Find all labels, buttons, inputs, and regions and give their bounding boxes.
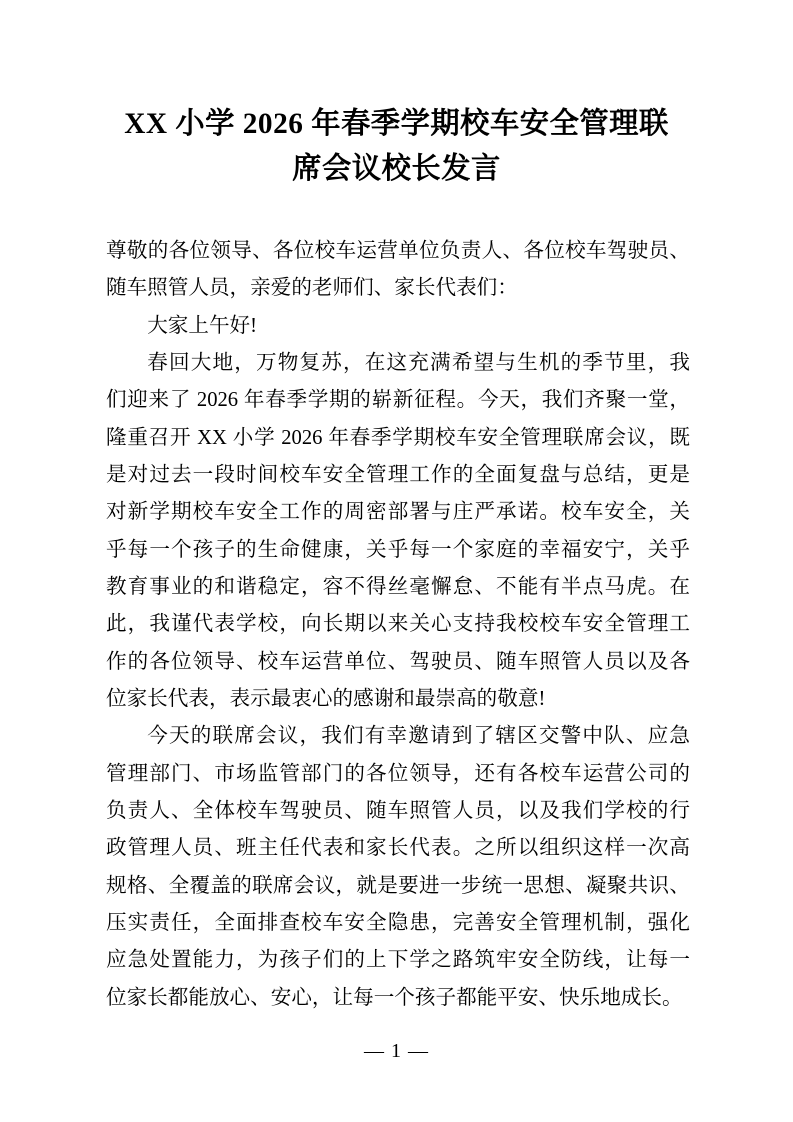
paragraph [106,233,690,308]
text-line: 负责人、全体校车驾驶员、随车照管人员，以及我们学校的行 [106,799,690,822]
text-line: 乎每一个孩子的生命健康，关乎每一个家庭的幸福安宁，关乎 [106,538,690,561]
text-line: 作的各位领导、校车运营单位、驾驶员、随车照管人员以及各 [106,650,690,673]
page-footer [0,1041,793,1062]
title-line: 席会议校长发言 [292,153,501,185]
paragraph [106,718,690,1017]
text-line: 春回大地，万物复苏，在这充满希望与生机的季节里，我 [147,351,690,374]
text-line: 政管理人员、班主任代表和家长代表。之所以组织这样一次高 [106,837,690,860]
text-line: 教育事业的和谐稳定，容不得丝毫懈怠、不能有半点马虎。在 [106,575,690,598]
text-line: 位家长都能放心、安心，让每一个孩子都能平安、快乐地成长。 [106,986,683,1009]
title-line: XX 小学 2026 年春季学期校车安全管理联 [124,108,669,140]
document-body [106,233,690,1017]
text-line: 管理部门、市场监管部门的各位领导，还有各校车运营公司的 [106,762,690,785]
text-line: 对新学期校车安全工作的周密部署与庄严承诺。校车安全，关 [106,501,690,524]
page-number: — 1 — [364,1040,429,1062]
text-line: 今天的联席会议，我们有幸邀请到了辖区交警中队、应急 [147,725,690,748]
text-line: 应急处置能力，为孩子们的上下学之路筑牢安全防线，让每一 [106,949,690,972]
text-line: 们迎来了 2026 年春季学期的崭新征程。今天，我们齐聚一堂， [106,389,690,412]
text-line: 压实责任，全面排查校车安全隐患，完善安全管理机制，强化 [106,911,690,934]
text-line: 隆重召开 XX 小学 2026 年春季学期校车安全管理联席会议，既 [106,426,690,449]
text-line: 大家上午好! [147,314,258,337]
text-line: 规格、全覆盖的联席会议，就是要进一步统一思想、凝聚共识、 [106,874,690,897]
text-line: 此，我谨代表学校，向长期以来关心支持我校校车安全管理工 [106,613,690,636]
text-line: 位家长代表，表示最衷心的感谢和最崇高的敬意! [106,687,546,710]
text-line: 随车照管人员，亲爱的老师们、家长代表们： [106,277,518,300]
paragraph [106,308,690,345]
paragraph [106,345,690,718]
document-title [97,102,696,192]
text-line: 是对过去一段时间校车安全管理工作的全面复盘与总结，更是 [106,463,690,486]
text-line: 尊敬的各位领导、各位校车运营单位负责人、各位校车驾驶员、 [106,240,690,262]
